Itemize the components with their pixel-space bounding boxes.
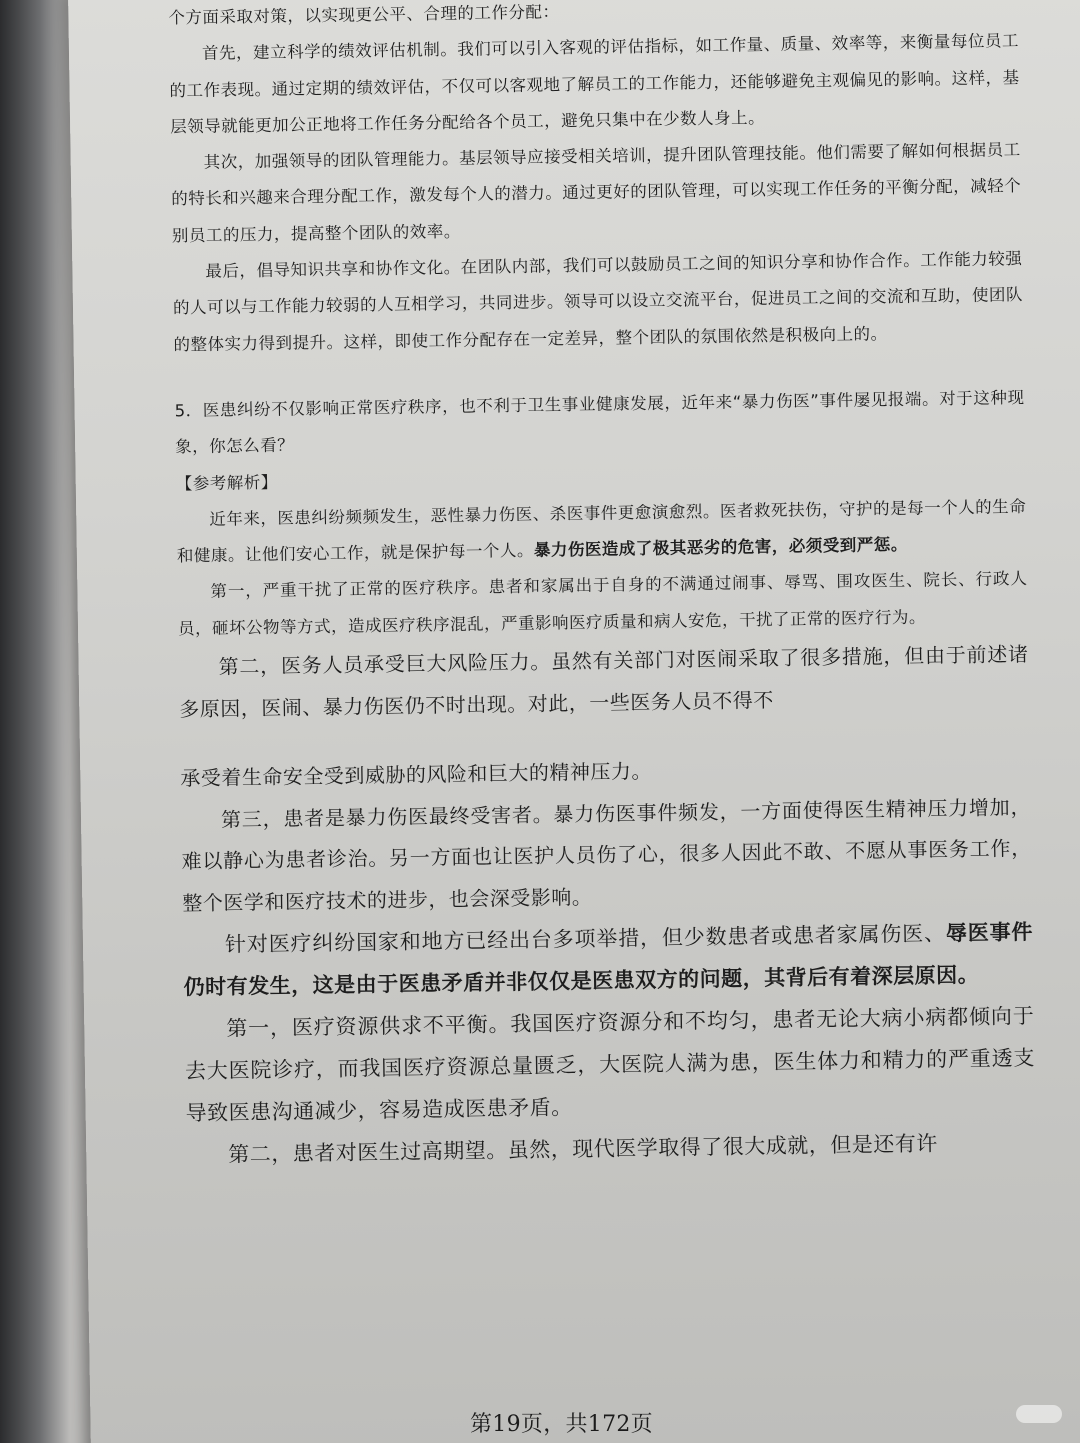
paragraph: 最后，倡导知识共享和协作文化。在团队内部，我们可以鼓励员工之间的知识分享和协作合作。工作能力较强的人可以与工作能力较弱的人互相学习，共同进步。领导可以设立交流平台，促进员工之间的交流和互助，使团队的整体实力得到提升。这样，即使工作分配存在一定差异，整个团队的氛围依然是积极向上的。 xyxy=(172,249,1024,355)
paragraph: 第二，患者对医生过高期望。虽然，现代医学取得了很大成就，但是还有许 xyxy=(228,1131,938,1167)
paragraph: 近年来，医患纠纷频频发生，恶性暴力伤医、杀医事件更愈演愈烈。医者救死扶伤，守护的是每一个人的生命和健康。让他们安心工作，就是保护每一个人。暴力伤医造成了极其恶劣的危害，必须受到严惩。 xyxy=(176,496,1027,566)
paragraph: 第二，医务人员承受巨大风险压力。虽然有关部门对医闹采取了很多措施，但由于前述诸多原因，医闹、暴力伤医仍不时出现。对此，一些医务人员不得不 xyxy=(179,642,1029,721)
paragraph: 第一，医疗资源供求不平衡。我国医疗资源分和不均匀，患者无论大病小病都倾向于去大医院诊疗，而我国医疗资源总量匮乏，大医院人满为患，医生体力和精力的严重透支导致医患沟通减少，容易造成医患矛盾。 xyxy=(184,1003,1036,1126)
reference-analysis-label: 【参考解析】 xyxy=(175,472,278,493)
bold-emphasis: 暴力伤医造成了极其恶劣的危害，必须受到严惩。 xyxy=(533,535,908,560)
bold-emphasis: 辱医事件仍时有发生，这是由于医患矛盾并非仅仅是医患双方的问题，其背后有着深层原因。 xyxy=(183,920,1034,1000)
document-body xyxy=(168,0,1036,1176)
watermark-badge xyxy=(1016,1405,1062,1423)
question-heading: 5．医患纠纷不仅影响正常医疗秩序，也不利于卫生事业健康发展，近年来“暴力伤医”事件屡见报端。对于这种现象，你怎么看？ xyxy=(174,387,1025,457)
paragraph: 个方面采取对策，以实现更公平、合理的工作分配： xyxy=(168,2,560,28)
paragraph: 承受着生命安全受到威胁的风险和巨大的精神压力。 xyxy=(180,758,653,791)
paragraph: 其次，加强领导的团队管理能力。基层领导应接受相关培训，提升团队管理技能。他们需要了解如何根据员工的特长和兴趣来合理分配工作，激发每个人的潜力。通过更好的团队管理，可以实现工作任务的平衡分配，减轻个别员工的压力，提高整个团队的效率。 xyxy=(171,140,1022,246)
paragraph: 首先，建立科学的绩效评估机制。我们可以引入客观的评估指标，如工作量、质量、效率等，来衡量每位员工的工作表现。通过定期的绩效评估，不仅可以客观地了解员工的工作能力，还能够避免主观偏见的影响。这样，基层领导就能更加公正地将工作任务分配给各个员工，避免只集中在少数人身上。 xyxy=(169,31,1020,137)
document-page xyxy=(68,0,1080,1443)
page-number-footer: 第19页，共172页 xyxy=(470,1412,653,1437)
paragraph: 第三，患者是暴力伤医最终受害者。暴力伤医事件频发，一方面使得医生精神压力增加，难以静心为患者诊治。另一方面也让医护人员伤了心，很多人因此不敢、不愿从事医务工作，整个医学和医疗技术的进步，也会深受影响。 xyxy=(181,794,1032,915)
paragraph: 第一，严重干扰了正常的医疗秩序。患者和家属出于自身的不满通过闹事、辱骂、围攻医生、院长、行政人员，砸坏公物等方式，造成医疗秩序混乱，严重影响医疗质量和病人安危，干扰了正常的医疗行为。 xyxy=(177,569,1028,639)
paragraph: 针对医疗纠纷国家和地方已经出台多项举措，但少数患者或患者家属伤医、辱医事件仍时有发生，这是由于医患矛盾并非仅仅是医患双方的问题，其背后有着深层原因。 xyxy=(183,920,1034,1000)
